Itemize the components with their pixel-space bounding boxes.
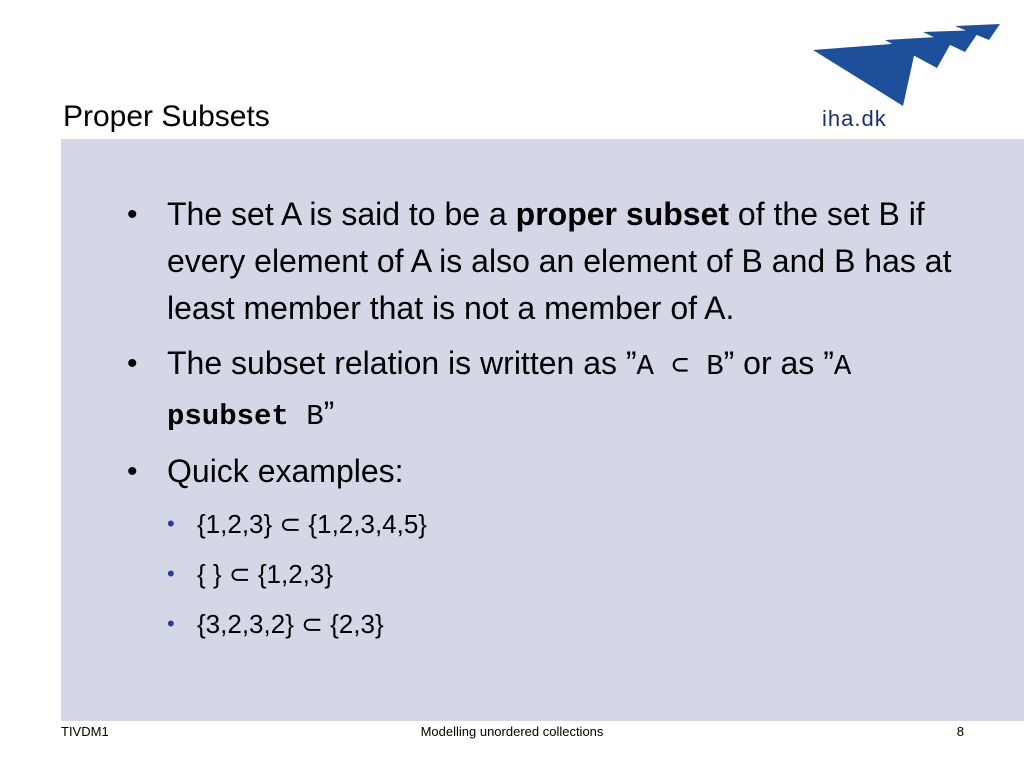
slide-content [61,139,1024,721]
bullet-list [127,191,987,655]
example-item: • {3,2,3,2} ⊂ {2,3} [167,601,987,647]
example-item: • {1,2,3} ⊂ {1,2,3,4,5} [167,501,987,547]
slide-title: Proper Subsets [63,100,270,133]
sub-bullet-icon: • [167,611,175,636]
bullet-text: The set A is said to be a [167,196,516,232]
bullet-proper-subset-definition [127,191,987,332]
bullet-text: Quick examples: [167,453,404,489]
bullet-quick-examples [127,448,987,647]
bullet-subset-notation [127,340,987,440]
bullet-text: The subset relation is written as ” [167,345,637,381]
bullet-text: ” [323,395,335,431]
bullet-text: of the set B if every element of A is also an element of B and B has at least member that is not a member of A. [167,196,952,326]
example-list [167,501,987,647]
logo-text: iha.dk [822,106,887,131]
notation-symbolic: A ⊂ B [636,350,724,383]
notation-keyword: A psubset B [167,350,852,433]
bullet-bold-term: proper subset [515,196,730,232]
sub-bullet-icon: • [167,561,175,586]
bullet-icon: • [127,347,138,380]
bullet-icon: • [127,455,138,488]
bullet-icon: • [127,198,138,231]
footer-page-number: 8 [956,724,964,739]
footer-topic: Modelling unordered collections [420,724,604,739]
bullet-text: ” or as ” [723,345,834,381]
sub-bullet-icon: • [167,511,175,536]
footer-course-code: TIVDM1 [61,724,109,739]
example-item: • { } ⊂ {1,2,3} [167,551,987,597]
